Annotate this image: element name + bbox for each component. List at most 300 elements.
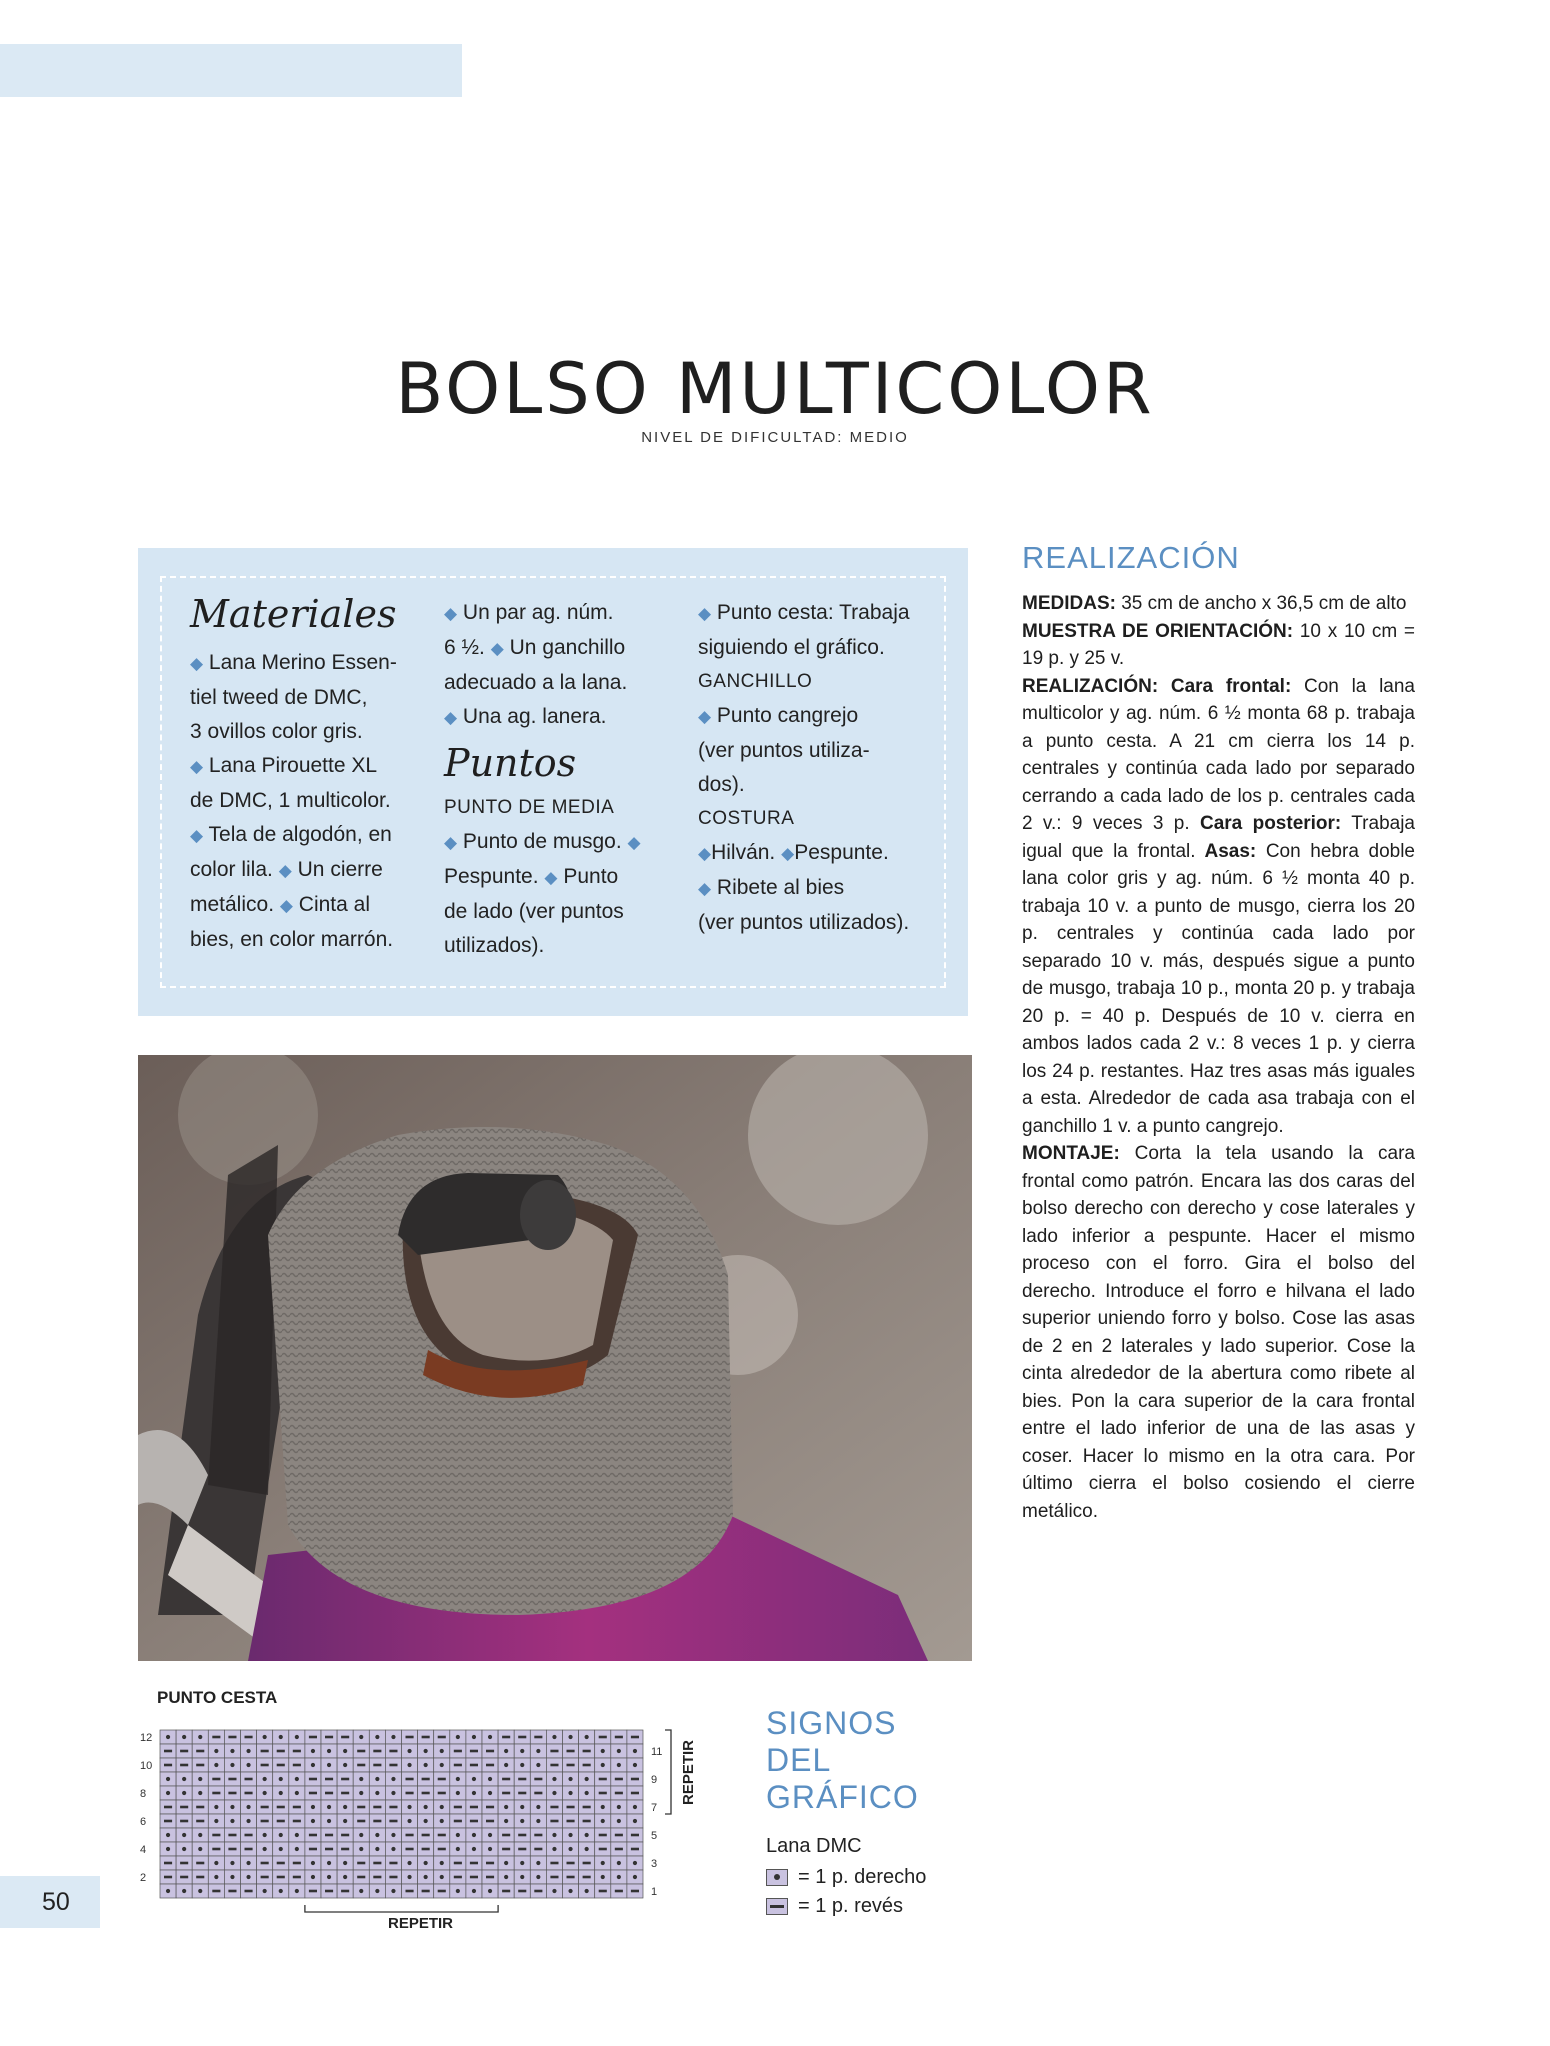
knit-dot-mark <box>343 1875 347 1879</box>
purl-dash-mark <box>567 1820 575 1823</box>
knit-dot-mark <box>327 1749 331 1753</box>
montaje-text: Corta la tela usando la cara frontal como patrón. Encara las dos caras del bolso derecho con derecho y cose laterales y lado inferior a pespunte. Hacer el mismo proceso con el forro. Gira el bolso del derecho. Introduce el forro e hilvana el lado superior uniendo forro y bolso. Cose las asas de 2 en 2 laterales y lado superior. Cose la cinta alrededor de la abertura como ribete al bies. Pon la cara superior de la cara frontal entre el lado inferior de una de las asas y coser. Hacer lo mismo en la otra cara. Por último cierra el bolso cosiendo el cierre metálico. <box>1022 1143 1415 1522</box>
repeat-bottom-label: REPETIR <box>388 1915 454 1932</box>
cara-frontal-text: Con la lana multicolor y ag. núm. 6 ½ monta 68 p. trabaja a punto cesta. A 21 cm cierra los 14 p. centrales y continúa cada lado por separado cerrando a cada lado de los p. centrales cada 2 v.: 9 veces 3 p. <box>1022 675 1415 834</box>
purl-dash-mark <box>164 1820 172 1823</box>
knit-dot-mark <box>504 1805 508 1809</box>
purl-dash-mark <box>196 1806 204 1809</box>
purl-dash-mark <box>631 1792 639 1795</box>
cara-posterior-label: Cara posterior: <box>1189 813 1342 834</box>
knit-dot-mark <box>617 1805 621 1809</box>
purl-dash-mark <box>389 1764 397 1767</box>
legend-derecho <box>766 1866 926 1889</box>
knit-dot-mark <box>536 1749 540 1753</box>
material-line: metálico. <box>190 893 275 916</box>
muestra-label: MUESTRA DE ORIENTACIÓN: <box>1022 620 1294 642</box>
purl-dash-mark <box>180 1750 188 1753</box>
chart-row-label: 11 <box>651 1746 663 1758</box>
purl-dash-mark <box>502 1736 510 1739</box>
purl-dash-mark <box>196 1750 204 1753</box>
knit-dot-mark <box>214 1763 218 1767</box>
purl-dash-mark <box>293 1764 301 1767</box>
knit-dot-mark <box>279 1833 283 1837</box>
purl-dash-mark <box>422 1778 430 1781</box>
purl-dash-mark <box>196 1820 204 1823</box>
purl-dash-mark <box>341 1778 349 1781</box>
purl-dash-mark <box>357 1876 365 1879</box>
purl-dash-mark <box>228 1834 236 1837</box>
purl-dash-mark <box>309 1848 317 1851</box>
knit-dot-mark <box>520 1875 524 1879</box>
purl-dash-mark <box>599 1792 607 1795</box>
knit-dot-mark <box>279 1889 283 1893</box>
diamond-bullet-icon: ◆ <box>698 707 712 726</box>
purl-dash-mark <box>261 1764 269 1767</box>
purl-dash-mark <box>486 1820 494 1823</box>
knit-dot-mark <box>472 1833 476 1837</box>
knit-dot-mark <box>359 1889 363 1893</box>
purl-dash-mark <box>212 1736 220 1739</box>
knitted-bag-illustration <box>138 1055 972 1661</box>
purl-dash-mark <box>631 1848 639 1851</box>
knit-dot-mark <box>440 1763 444 1767</box>
diamond-bullet-icon: ◆ <box>190 654 204 673</box>
legend-reves <box>766 1895 903 1918</box>
knit-dot-mark <box>633 1749 637 1753</box>
chart-row-label: 8 <box>140 1788 147 1800</box>
purl-dash-mark <box>567 1764 575 1767</box>
purl-dash-mark <box>293 1820 301 1823</box>
diamond-bullet-icon: ◆ <box>698 879 712 898</box>
purl-dash-mark <box>583 1806 591 1809</box>
material-line: Lana Pirouette XL <box>208 754 378 777</box>
material-line: (ver puntos utiliza- <box>698 739 870 762</box>
knit-dot-mark <box>166 1735 170 1739</box>
purl-dash-mark <box>196 1862 204 1865</box>
purl-dash-mark <box>180 1876 188 1879</box>
cara-posterior-text: Trabaja igual que la frontal. <box>1022 813 1415 862</box>
purl-dash-mark <box>212 1792 220 1795</box>
knit-dot-mark <box>279 1735 283 1739</box>
ganchillo-label: GANCHILLO <box>698 671 813 692</box>
knit-dot-mark <box>246 1805 250 1809</box>
purl-dash-mark <box>422 1834 430 1837</box>
knit-dot-mark <box>279 1847 283 1851</box>
knit-dot-mark <box>375 1889 379 1893</box>
material-line: de DMC, 1 multicolor. <box>190 789 391 812</box>
purl-dash-mark <box>534 1778 542 1781</box>
costura-label: COSTURA <box>698 808 795 829</box>
knit-dot-mark <box>601 1819 605 1823</box>
knit-dot-mark <box>472 1791 476 1795</box>
purl-dash-mark <box>534 1736 542 1739</box>
knit-dot-mark <box>440 1819 444 1823</box>
purl-dash-mark <box>502 1890 510 1893</box>
knit-dot-mark <box>166 1833 170 1837</box>
purl-dash-mark <box>438 1736 446 1739</box>
chart-row-label: 6 <box>140 1816 147 1828</box>
knit-dot-mark <box>166 1889 170 1893</box>
purl-dash-mark <box>438 1848 446 1851</box>
purl-dash-mark <box>389 1806 397 1809</box>
diamond-bullet-icon: ◆ <box>278 861 292 880</box>
purl-dash-mark <box>470 1750 478 1753</box>
knit-dot-mark <box>585 1889 589 1893</box>
purl-dash-mark <box>277 1750 285 1753</box>
purl-dash-mark <box>212 1834 220 1837</box>
knit-dot-mark <box>552 1833 556 1837</box>
purl-dash-mark <box>341 1736 349 1739</box>
purl-dash-mark <box>534 1848 542 1851</box>
purl-dash-mark <box>631 1736 639 1739</box>
knit-dot-mark <box>552 1735 556 1739</box>
purl-dash-mark <box>357 1764 365 1767</box>
purl-dash-mark <box>164 1750 172 1753</box>
purl-dash-mark <box>406 1792 414 1795</box>
purl-dash-mark <box>325 1792 333 1795</box>
purl-dash-mark <box>615 1848 623 1851</box>
bag-photo <box>138 1055 972 1661</box>
materials-box <box>138 548 968 1016</box>
knit-dot-mark <box>504 1861 508 1865</box>
knit-dot-mark <box>488 1791 492 1795</box>
diamond-bullet-icon: ◆ <box>781 844 795 863</box>
knit-dot-mark <box>633 1763 637 1767</box>
purl-dash-mark <box>454 1750 462 1753</box>
knit-dot-mark <box>617 1763 621 1767</box>
page-number: 50 <box>42 1888 70 1916</box>
asas-text: Con hebra doble lana color gris y ag. núm. 6 ½ monta 40 p. trabaja 10 v. a punto de musgo, cierra los 20 p. centrales y continúa cada lado por separado 10 v. más, después sigue a punto de musgo, trabaja 10 p., monta 20 p. y trabaja 20 p. = 40 p. Después de 10 v. cierra en ambos lados cada 2 v.: 8 veces 1 p. y cierra los 24 p. restantes. Haz tres asas más iguales a esta. Alrededor de cada asa trabaja con el ganchillo 1 v. a punto cangrejo. <box>1022 840 1415 1137</box>
purl-dash-mark <box>228 1778 236 1781</box>
knit-dot-mark <box>424 1805 428 1809</box>
knit-dot-mark <box>359 1735 363 1739</box>
dot-stitch-icon <box>766 1869 788 1886</box>
knit-dot-mark <box>568 1833 572 1837</box>
chart-row-label: 12 <box>140 1732 153 1744</box>
knit-dot-mark <box>263 1889 267 1893</box>
purl-dash-mark <box>389 1862 397 1865</box>
knit-dot-mark <box>568 1735 572 1739</box>
purl-dash-mark <box>277 1764 285 1767</box>
purl-dash-mark <box>406 1890 414 1893</box>
purl-dash-mark <box>470 1862 478 1865</box>
purl-dash-mark <box>261 1806 269 1809</box>
purl-dash-mark <box>550 1820 558 1823</box>
purl-dash-mark <box>261 1876 269 1879</box>
knit-dot-mark <box>504 1749 508 1753</box>
purl-dash-mark <box>180 1862 188 1865</box>
purl-dash-mark <box>550 1806 558 1809</box>
material-line: de lado (ver puntos <box>444 900 624 923</box>
knit-dot-mark <box>214 1749 218 1753</box>
knit-dot-mark <box>568 1889 572 1893</box>
knit-dot-mark <box>585 1833 589 1837</box>
purl-dash-mark <box>261 1750 269 1753</box>
purl-dash-mark <box>309 1792 317 1795</box>
purl-dash-mark <box>454 1806 462 1809</box>
knit-dot-mark <box>246 1749 250 1753</box>
purl-dash-mark <box>422 1848 430 1851</box>
knit-dot-mark <box>601 1805 605 1809</box>
knit-dot-mark <box>166 1847 170 1851</box>
knit-dot-mark <box>295 1735 299 1739</box>
material-line: Cinta al <box>298 893 370 916</box>
purl-dash-mark <box>228 1792 236 1795</box>
purl-dash-mark <box>180 1806 188 1809</box>
purl-dash-mark <box>615 1778 623 1781</box>
purl-dash-mark <box>470 1876 478 1879</box>
purl-dash-mark <box>406 1848 414 1851</box>
realizacion-text <box>1022 590 1415 1525</box>
purl-dash-mark <box>277 1876 285 1879</box>
knit-dot-mark <box>166 1777 170 1781</box>
knit-dot-mark <box>359 1791 363 1795</box>
purl-dash-mark <box>518 1778 526 1781</box>
purl-dash-mark <box>277 1820 285 1823</box>
page-title: BOLSO MULTICOLOR <box>395 348 1155 430</box>
knit-dot-mark <box>263 1833 267 1837</box>
knit-dot-mark <box>214 1819 218 1823</box>
knit-dot-mark <box>585 1791 589 1795</box>
purl-dash-mark <box>228 1848 236 1851</box>
knit-dot-mark <box>214 1805 218 1809</box>
medidas-value: 35 cm de ancho x 36,5 cm de alto <box>1115 593 1407 614</box>
knit-dot-mark <box>182 1833 186 1837</box>
knit-dot-mark <box>520 1819 524 1823</box>
purl-dash-mark <box>341 1890 349 1893</box>
purl-dash-mark <box>422 1890 430 1893</box>
knit-dot-mark <box>601 1763 605 1767</box>
purl-dash-mark <box>502 1834 510 1837</box>
material-line: 6 ½. <box>444 636 485 659</box>
knit-dot-mark <box>440 1861 444 1865</box>
purl-dash-mark <box>212 1848 220 1851</box>
knit-dot-mark <box>263 1735 267 1739</box>
material-line: Un cierre <box>297 858 383 881</box>
purl-dash-mark <box>534 1890 542 1893</box>
knit-dot-mark <box>263 1847 267 1851</box>
chart-row-label: 10 <box>140 1760 153 1772</box>
diamond-bullet-icon: ◆ <box>544 868 558 887</box>
purl-dash-mark <box>293 1750 301 1753</box>
purl-dash-mark <box>615 1890 623 1893</box>
top-color-band <box>0 44 462 97</box>
knit-dot-mark <box>198 1735 202 1739</box>
knit-dot-mark <box>391 1777 395 1781</box>
knit-dot-mark <box>424 1875 428 1879</box>
diamond-bullet-icon: ◆ <box>490 639 504 658</box>
purl-dash-mark <box>245 1834 253 1837</box>
purl-dash-mark <box>406 1778 414 1781</box>
knit-dot-mark <box>552 1847 556 1851</box>
purl-dash-mark <box>615 1834 623 1837</box>
asas-label: Asas: <box>1195 840 1257 862</box>
punto-de-media-label: PUNTO DE MEDIA <box>444 797 615 818</box>
knit-dot-mark <box>601 1749 605 1753</box>
material-line: Ribete al bies <box>716 876 845 899</box>
purl-dash-mark <box>518 1736 526 1739</box>
knit-dot-mark <box>343 1763 347 1767</box>
purl-dash-mark <box>212 1890 220 1893</box>
material-line: Pespunte. <box>444 865 539 888</box>
knit-dot-mark <box>633 1805 637 1809</box>
knit-dot-mark <box>601 1861 605 1865</box>
purl-dash-mark <box>373 1876 381 1879</box>
signos-subtitle: Lana DMC <box>766 1835 862 1857</box>
purl-dash-mark <box>583 1750 591 1753</box>
material-line: Hilván. <box>711 841 776 864</box>
knit-dot-mark <box>375 1833 379 1837</box>
knit-dot-mark <box>440 1805 444 1809</box>
material-line: Punto <box>563 865 619 888</box>
knit-dot-mark <box>456 1791 460 1795</box>
knit-dot-mark <box>327 1861 331 1865</box>
material-line: utilizados). <box>444 934 545 957</box>
knit-dot-mark <box>424 1749 428 1753</box>
knit-dot-mark <box>472 1777 476 1781</box>
knit-dot-mark <box>246 1875 250 1879</box>
materials-column-3 <box>698 596 938 940</box>
knit-dot-mark <box>198 1777 202 1781</box>
purl-dash-mark <box>438 1890 446 1893</box>
knit-dot-mark <box>568 1777 572 1781</box>
purl-dash-mark <box>518 1890 526 1893</box>
purl-dash-mark <box>212 1778 220 1781</box>
diamond-bullet-icon: ◆ <box>190 826 204 845</box>
signos-heading-line: DEL <box>766 1742 832 1778</box>
purl-dash-mark <box>599 1890 607 1893</box>
purl-dash-mark <box>599 1834 607 1837</box>
materials-heading: Materiales <box>190 592 397 636</box>
purl-dash-mark <box>325 1848 333 1851</box>
knit-dot-mark <box>456 1847 460 1851</box>
knit-dot-mark <box>440 1749 444 1753</box>
purl-dash-mark <box>438 1792 446 1795</box>
knit-dot-mark <box>424 1861 428 1865</box>
knit-dot-mark <box>311 1819 315 1823</box>
repeat-bottom-bracket <box>305 1905 498 1912</box>
purl-dash-mark <box>373 1862 381 1865</box>
cara-frontal-label: Cara frontal: <box>1158 675 1292 697</box>
material-line: Punto cangrejo <box>716 704 859 727</box>
knit-dot-mark <box>536 1861 540 1865</box>
knit-dot-mark <box>617 1749 621 1753</box>
knit-dot-mark <box>359 1847 363 1851</box>
knit-dot-mark <box>295 1791 299 1795</box>
knit-dot-mark <box>504 1875 508 1879</box>
material-line: siguiendo el gráfico. <box>698 636 885 659</box>
knit-dot-mark <box>488 1777 492 1781</box>
knit-dot-mark <box>407 1805 411 1809</box>
purl-dash-mark <box>373 1820 381 1823</box>
knit-dot-mark <box>440 1875 444 1879</box>
purl-dash-mark <box>550 1862 558 1865</box>
chart-row-label: 9 <box>651 1774 658 1786</box>
knit-dot-mark <box>359 1833 363 1837</box>
realizacion-heading: REALIZACIÓN <box>1022 540 1240 575</box>
purl-dash-mark <box>293 1876 301 1879</box>
purl-dash-mark <box>341 1834 349 1837</box>
knit-dot-mark <box>182 1889 186 1893</box>
purl-dash-mark <box>631 1834 639 1837</box>
knit-dot-mark <box>617 1861 621 1865</box>
knit-dot-mark <box>327 1805 331 1809</box>
knit-dot-mark <box>246 1861 250 1865</box>
chart-row-label: 5 <box>651 1830 658 1842</box>
purl-dash-mark <box>583 1820 591 1823</box>
material-line: (ver puntos utilizados). <box>698 911 910 934</box>
purl-dash-mark <box>357 1862 365 1865</box>
knit-dot-mark <box>375 1735 379 1739</box>
knit-dot-mark <box>585 1847 589 1851</box>
knit-dot-mark <box>456 1889 460 1893</box>
purl-dash-mark <box>325 1736 333 1739</box>
knit-dot-mark <box>230 1749 234 1753</box>
knit-dot-mark <box>601 1875 605 1879</box>
purl-dash-mark <box>245 1890 253 1893</box>
signos-heading-line: GRÁFICO <box>766 1779 919 1815</box>
material-line: Lana Merino Essen- <box>208 651 397 674</box>
purl-dash-mark <box>325 1834 333 1837</box>
purl-dash-mark <box>583 1862 591 1865</box>
material-line: Punto de musgo. <box>462 830 622 853</box>
purl-dash-mark <box>277 1862 285 1865</box>
knit-dot-mark <box>520 1763 524 1767</box>
knit-dot-mark <box>407 1861 411 1865</box>
signos-heading-line: SIGNOS <box>766 1705 897 1741</box>
diamond-bullet-icon: ◆ <box>279 896 293 915</box>
purl-dash-mark <box>599 1736 607 1739</box>
knit-dot-mark <box>391 1791 395 1795</box>
purl-dash-mark <box>309 1834 317 1837</box>
purl-dash-mark <box>293 1806 301 1809</box>
purl-dash-mark <box>245 1848 253 1851</box>
knit-dot-mark <box>536 1763 540 1767</box>
knit-dot-mark <box>230 1819 234 1823</box>
purl-dash-mark <box>228 1736 236 1739</box>
knit-dot-mark <box>375 1847 379 1851</box>
purl-dash-mark <box>567 1750 575 1753</box>
diamond-bullet-icon: ◆ <box>698 844 712 863</box>
purl-dash-mark <box>518 1834 526 1837</box>
knit-dot-mark <box>230 1763 234 1767</box>
knit-dot-mark <box>198 1791 202 1795</box>
purl-dash-mark <box>261 1862 269 1865</box>
purl-dash-mark <box>486 1806 494 1809</box>
knit-dot-mark <box>391 1833 395 1837</box>
diamond-bullet-icon: ◆ <box>444 604 458 623</box>
knit-dot-mark <box>279 1777 283 1781</box>
purl-dash-mark <box>470 1764 478 1767</box>
materials-column-1 <box>190 586 420 957</box>
purl-dash-mark <box>422 1792 430 1795</box>
chart-row-label: 2 <box>140 1872 147 1884</box>
purl-dash-mark <box>550 1764 558 1767</box>
knit-dot-mark <box>472 1735 476 1739</box>
purl-dash-mark <box>341 1792 349 1795</box>
knit-dot-mark <box>391 1847 395 1851</box>
purl-dash-mark <box>534 1834 542 1837</box>
purl-dash-mark <box>373 1764 381 1767</box>
knit-dot-mark <box>182 1777 186 1781</box>
knit-dot-mark <box>327 1875 331 1879</box>
knit-dot-mark <box>214 1861 218 1865</box>
knit-dot-mark <box>311 1861 315 1865</box>
knit-dot-mark <box>552 1889 556 1893</box>
material-line: Punto cesta: Trabaja <box>716 601 910 624</box>
purl-dash-mark <box>325 1778 333 1781</box>
knit-dot-mark <box>279 1791 283 1795</box>
